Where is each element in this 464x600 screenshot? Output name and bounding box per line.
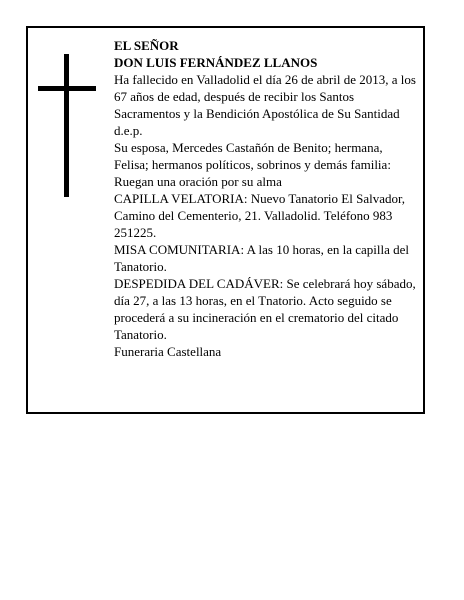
family-mourners: Su esposa, Mercedes Castañón de Benito; hermana, Felisa; hermanos políticos, sobrinos y demás familia: [114,140,391,172]
prayer-request: Ruegan una oración por su alma [114,174,282,189]
obituary-text [114,37,420,360]
cross-vertical-bar [64,54,69,197]
cross-horizontal-bar [38,86,96,91]
notice-title-line1: EL SEÑOR [114,38,179,53]
funeral-home-name: Funeraria Castellana [114,344,222,359]
wake-chapel-info: CAPILLA VELATORIA: Nuevo Tanatorio El Salvador, Camino del Cementerio, 21. Valladolid. Teléfono 983 251225. [114,191,406,240]
farewell-info: DESPEDIDA DEL CADÁVER: Se celebrará hoy sábado, día 27, a las 13 horas, en el Tnatorio. Acto seguido se procederá a su incineración en el crematorio del citado Tanatorio. [114,276,416,342]
cross-icon [38,54,96,197]
community-mass-info: MISA COMUNITARIA: A las 10 horas, en la capilla del Tanatorio. [114,242,410,274]
death-announcement: Ha fallecido en Valladolid el día 26 de abril de 2013, a los 67 años de edad, después de recibir los Santos Sacramentos y la Bendición Apostólica de Su Santidad d.e.p. [114,72,416,138]
notice-title-line2: DON LUIS FERNÁNDEZ LLANOS [114,55,318,70]
